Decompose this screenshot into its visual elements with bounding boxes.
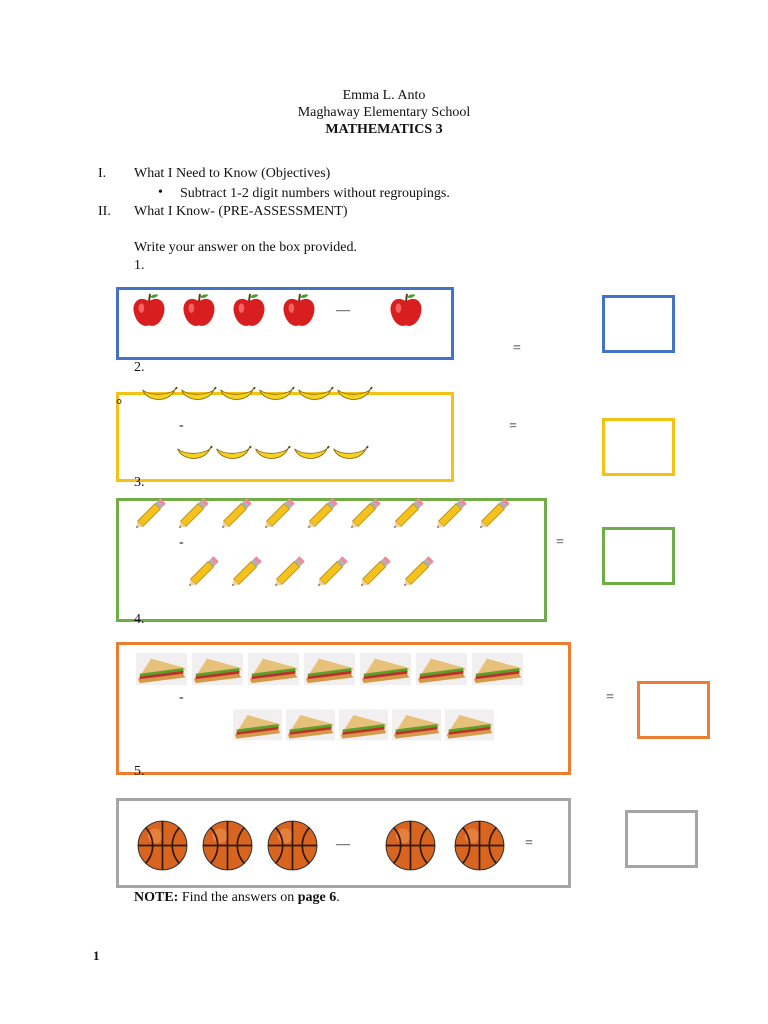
banana-icon <box>253 443 291 465</box>
sandwich-minuend-3 <box>248 652 299 686</box>
pencil-minuend-7 <box>388 492 430 534</box>
pencil-subtrahend-3 <box>269 550 311 592</box>
note-label: NOTE: <box>134 890 179 905</box>
objective-bullet: Subtract 1-2 digit numbers without regroupings. <box>180 186 450 201</box>
banana-minuend-4 <box>257 384 295 406</box>
sandwich-subtrahend-3 <box>339 708 388 742</box>
banana-minuend-3 <box>218 384 256 406</box>
note-end: . <box>336 890 340 905</box>
apple-icon <box>230 291 268 329</box>
sandwich-subtrahend-1 <box>233 708 282 742</box>
basketball-icon <box>384 819 437 872</box>
pencil-icon <box>398 550 440 592</box>
banana-minuend-1 <box>140 384 178 406</box>
problem-3-number: 3. <box>134 475 145 490</box>
sandwich-icon <box>136 652 187 686</box>
basketball-subtrahend-1 <box>384 819 437 872</box>
basketball-icon <box>201 819 254 872</box>
problem-3-equals: = <box>556 535 564 550</box>
banana-icon <box>218 384 256 406</box>
problem-1-equals: = <box>513 341 521 356</box>
sandwich-icon <box>304 652 355 686</box>
pencil-icon <box>474 492 516 534</box>
problem-2-answer-box[interactable] <box>602 418 675 476</box>
banana-minuend-2 <box>179 384 217 406</box>
pencil-icon <box>216 492 258 534</box>
banana-icon <box>179 384 217 406</box>
problem-4-number: 4. <box>134 612 145 627</box>
problem-5-answer-box[interactable] <box>625 810 698 868</box>
section-2-title: What I Know- (PRE-ASSESSMENT) <box>134 204 348 219</box>
banana-icon <box>296 384 334 406</box>
pencil-subtrahend-4 <box>312 550 354 592</box>
basketball-icon <box>453 819 506 872</box>
problem-3-minus: - <box>179 535 184 550</box>
banana-minuend-6 <box>335 384 373 406</box>
pencil-icon <box>302 492 344 534</box>
pencil-icon <box>431 492 473 534</box>
note-text: Find the answers on <box>178 890 298 905</box>
apple-minuend-4 <box>280 291 318 329</box>
pencil-icon <box>173 492 215 534</box>
pencil-minuend-2 <box>173 492 215 534</box>
sandwich-subtrahend-2 <box>286 708 335 742</box>
pencil-minuend-8 <box>431 492 473 534</box>
sandwich-icon <box>233 708 282 742</box>
pencil-subtrahend-6 <box>398 550 440 592</box>
apple-icon <box>130 291 168 329</box>
section-2-number: II. <box>98 204 111 219</box>
banana-subtrahend-2 <box>214 443 252 465</box>
pencil-subtrahend-2 <box>226 550 268 592</box>
pencil-subtrahend-5 <box>355 550 397 592</box>
pencil-minuend-4 <box>259 492 301 534</box>
sandwich-icon <box>192 652 243 686</box>
section-1-number: I. <box>98 166 107 181</box>
pencil-minuend-9 <box>474 492 516 534</box>
sandwich-subtrahend-4 <box>392 708 441 742</box>
problem-2-equals: = <box>509 419 517 434</box>
banana-icon <box>214 443 252 465</box>
pencil-icon <box>312 550 354 592</box>
note <box>134 890 340 906</box>
apple-subtrahend-1 <box>387 291 425 329</box>
pencil-icon <box>130 492 172 534</box>
basketball-subtrahend-2 <box>453 819 506 872</box>
banana-icon <box>331 443 369 465</box>
apple-minuend-3 <box>230 291 268 329</box>
sandwich-minuend-1 <box>136 652 187 686</box>
section-1-title: What I Need to Know (Objectives) <box>134 166 331 181</box>
pencil-subtrahend-1 <box>183 550 225 592</box>
sandwich-minuend-4 <box>304 652 355 686</box>
pencil-icon <box>226 550 268 592</box>
problem-2-number: 2. <box>134 360 145 375</box>
apple-icon <box>180 291 218 329</box>
banana-subtrahend-3 <box>253 443 291 465</box>
basketball-icon <box>266 819 319 872</box>
sandwich-icon <box>339 708 388 742</box>
pencil-icon <box>269 550 311 592</box>
sandwich-minuend-2 <box>192 652 243 686</box>
stray-mark: ° <box>113 395 128 414</box>
sandwich-icon <box>472 652 523 686</box>
sandwich-subtrahend-5 <box>445 708 494 742</box>
basketball-icon <box>136 819 189 872</box>
bullet-dot: • <box>158 185 163 200</box>
apple-minuend-1 <box>130 291 168 329</box>
banana-minuend-5 <box>296 384 334 406</box>
problem-1-minus: — <box>336 303 350 318</box>
sandwich-minuend-6 <box>416 652 467 686</box>
pencil-icon <box>388 492 430 534</box>
page-number: 1 <box>93 948 100 963</box>
school-name: Maghaway Elementary School <box>297 105 471 120</box>
problem-4-equals: = <box>606 690 614 705</box>
basketball-minuend-2 <box>201 819 254 872</box>
sandwich-minuend-5 <box>360 652 411 686</box>
author-name: Emma L. Anto <box>342 88 426 103</box>
problem-5-number: 5. <box>134 764 145 779</box>
banana-subtrahend-1 <box>175 443 213 465</box>
sandwich-icon <box>360 652 411 686</box>
banana-subtrahend-4 <box>292 443 330 465</box>
banana-icon <box>175 443 213 465</box>
problem-2-minus: - <box>179 418 184 433</box>
problem-3-answer-box[interactable] <box>602 527 675 585</box>
banana-icon <box>335 384 373 406</box>
problem-4-minus: - <box>179 690 184 705</box>
pencil-icon <box>355 550 397 592</box>
subject-title: MATHEMATICS 3 <box>325 122 443 137</box>
pencil-icon <box>345 492 387 534</box>
sandwich-minuend-7 <box>472 652 523 686</box>
problem-4-answer-box[interactable] <box>637 681 710 739</box>
banana-subtrahend-5 <box>331 443 369 465</box>
banana-icon <box>292 443 330 465</box>
pencil-minuend-5 <box>302 492 344 534</box>
sandwich-icon <box>286 708 335 742</box>
pencil-icon <box>183 550 225 592</box>
problem-1-answer-box[interactable] <box>602 295 675 353</box>
banana-icon <box>140 384 178 406</box>
pencil-minuend-3 <box>216 492 258 534</box>
problem-5-equals: = <box>525 836 533 851</box>
sandwich-icon <box>416 652 467 686</box>
sandwich-icon <box>445 708 494 742</box>
basketball-minuend-3 <box>266 819 319 872</box>
apple-minuend-2 <box>180 291 218 329</box>
apple-icon <box>280 291 318 329</box>
sandwich-icon <box>392 708 441 742</box>
sandwich-icon <box>248 652 299 686</box>
pencil-icon <box>259 492 301 534</box>
banana-icon <box>257 384 295 406</box>
pencil-minuend-6 <box>345 492 387 534</box>
note-page-ref: page 6 <box>297 890 337 905</box>
instruction-text: Write your answer on the box provided. <box>134 240 357 255</box>
basketball-minuend-1 <box>136 819 189 872</box>
apple-icon <box>387 291 425 329</box>
pencil-minuend-1 <box>130 492 172 534</box>
problem-1-number: 1. <box>134 258 145 273</box>
problem-5-minus: — <box>336 837 350 852</box>
